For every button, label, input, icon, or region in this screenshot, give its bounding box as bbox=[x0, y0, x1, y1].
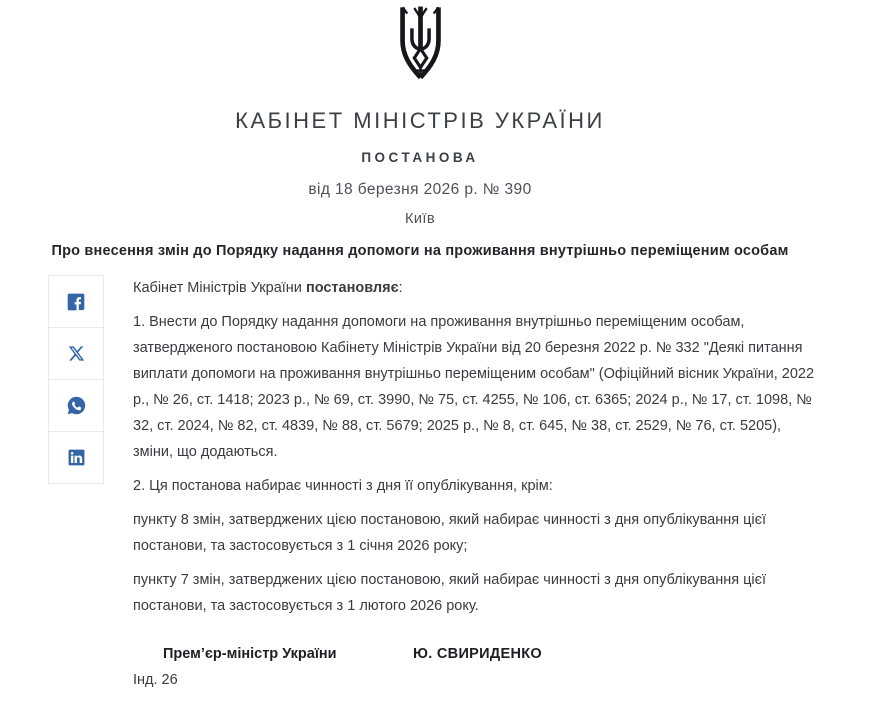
signature-name: Ю. СВИРИДЕНКО bbox=[413, 646, 542, 662]
document-header bbox=[0, 0, 840, 259]
whatsapp-icon bbox=[66, 395, 87, 416]
ukraine-trident-emblem-icon bbox=[394, 5, 447, 83]
doc-type-label: ПОСТАНОВА bbox=[361, 150, 479, 165]
doc-paragraph: 1. Внести до Порядку надання допомоги на проживання внутрішньо переміщеним особам, затвердженого постановою Кабінету Міністрів України від 20 березня 2022 р. № 332 "Деякі питання виплати допомоги на проживання внутрішньо переміщеним особам" (Офіційний вісник України, 2022 р., № 26, ст. 1418; 2023 р., № 69, ст. 3990, № 75, ст. 4255, № 106, ст. 6365; 2024 р., № 17, ст. 1098, № 32, ст. 2024, № 82, ст. 4839, № 88, ст. 5679; 2025 р., № 8, ст. 645, № 38, ст. 2529, № 76, ст. 5205), зміни, що додаються. bbox=[133, 314, 815, 460]
share-x-button[interactable] bbox=[48, 327, 104, 380]
document-body bbox=[133, 275, 823, 701]
share-bar bbox=[48, 275, 104, 484]
doc-city: Київ bbox=[405, 211, 435, 227]
doc-date-line: від 18 березня 2026 р. № 390 bbox=[308, 181, 532, 198]
intro-prefix: Кабінет Міністрів України bbox=[133, 280, 306, 296]
signature-position: Прем’єр-міністр України bbox=[163, 646, 337, 662]
x-icon bbox=[68, 345, 85, 362]
doc-index: Інд. 26 bbox=[133, 672, 178, 688]
share-facebook-button[interactable] bbox=[48, 275, 104, 328]
doc-paragraph: пункту 7 змін, затверджених цією постановою, який набирає чинності з дня опублікування цієї постанови, та застосовується з 1 лютого 2026 року. bbox=[133, 572, 767, 614]
linkedin-icon bbox=[67, 448, 86, 467]
share-linkedin-button[interactable] bbox=[48, 431, 104, 484]
doc-paragraph: пункту 8 змін, затверджених цією постановою, який набирає чинності з дня опублікування цієї постанови, та застосовується з 1 січня 2026 року; bbox=[133, 512, 767, 554]
org-name: КАБІНЕТ МІНІСТРІВ УКРАЇНИ bbox=[235, 108, 605, 133]
doc-title: Про внесення змін до Порядку надання допомоги на проживання внутрішньо переміщеним особам bbox=[51, 243, 789, 259]
intro-bold: постановляє bbox=[305, 280, 399, 296]
intro-suffix: : bbox=[398, 280, 403, 296]
doc-paragraph: 2. Ця постанова набирає чинності з дня її опублікування, крім: bbox=[133, 478, 553, 494]
intro-paragraph bbox=[133, 275, 823, 301]
facebook-icon bbox=[66, 292, 86, 312]
signature-row bbox=[133, 641, 823, 667]
document-main bbox=[0, 275, 890, 701]
share-whatsapp-button[interactable] bbox=[48, 379, 104, 432]
